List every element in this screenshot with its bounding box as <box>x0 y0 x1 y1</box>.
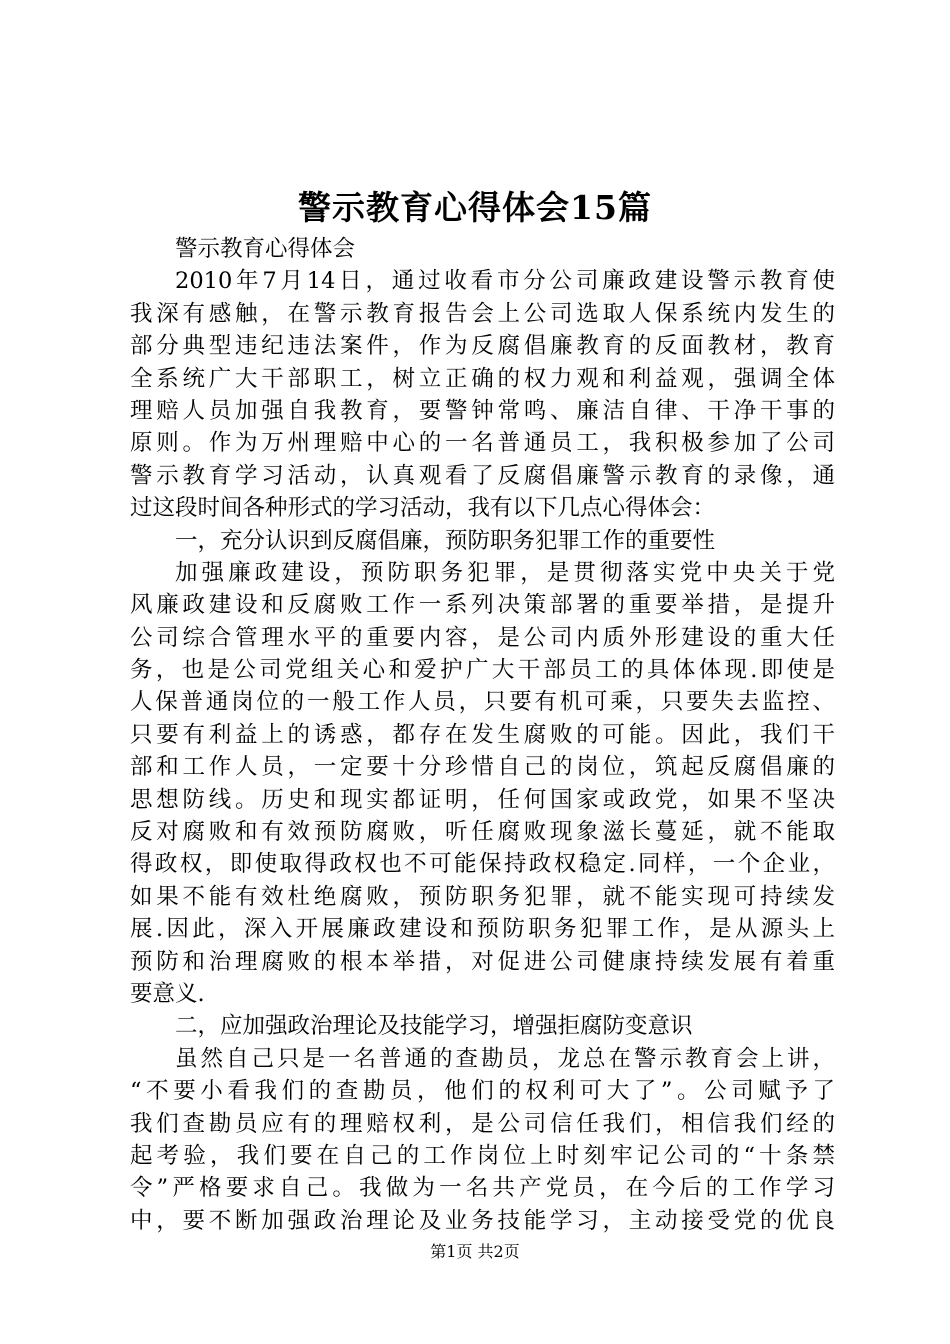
text-line: 2010年7月14日，通过收看市分公司廉政建设警示教育使 <box>175 268 835 295</box>
text-line: 务，也是公司党组关心和爱护广大干部员工的具体体现.即使是 <box>130 657 835 684</box>
text-line: 部分典型违纪违法案件，作为反腐倡廉教育的反面教材，教育 <box>130 333 835 360</box>
text-line: 思想防线。历史和现实都证明，任何国家或政党，如果不坚决 <box>130 786 835 813</box>
text-line: 我们查勘员应有的理赔权利，是公司信任我们，相信我们经的 <box>130 1110 835 1137</box>
document-body <box>130 233 835 1237</box>
text-line: 要意义. <box>130 980 205 1007</box>
page-number: 第1页 共2页 <box>430 1242 520 1261</box>
section-heading: 一，充分认识到反腐倡廉，预防职务犯罪工作的重要性 <box>175 527 716 554</box>
section-heading: 二，应加强政治理论及技能学习，增强拒腐防变意识 <box>175 1013 693 1040</box>
text-line: 警示教育学习活动，认真观看了反腐倡廉警示教育的录像，通 <box>130 462 835 489</box>
text-line: 风廉政建设和反腐败工作一系列决策部署的重要举措，是提升 <box>130 592 835 619</box>
text-line: 原则。作为万州理赔中心的一名普通员工，我积极参加了公司 <box>130 430 835 457</box>
section-heading: 警示教育心得体会 <box>175 236 356 262</box>
text-line: 如果不能有效杜绝腐败，预防职务犯罪，就不能实现可持续发 <box>130 883 835 910</box>
text-line: 全系统广大干部职工，树立正确的权力观和利益观，强调全体 <box>130 365 835 392</box>
text-line: 过这段时间各种形式的学习活动，我有以下几点心得体会： <box>130 495 716 522</box>
text-line: 令”严格要求自己。我做为一名共产党员，在今后的工作学习 <box>130 1175 835 1202</box>
text-line: “不要小看我们的查勘员，他们的权利可大了”。公司赋予了 <box>130 1078 835 1105</box>
text-line: 部和工作人员，一定要十分珍惜自己的岗位，筑起反腐倡廉的 <box>130 754 835 781</box>
text-line: 得政权，即使取得政权也不可能保持政权稳定.同样，一个企业， <box>130 851 835 878</box>
text-line: 中，要不断加强政治理论及业务技能学习，主动接受党的优良 <box>130 1207 835 1234</box>
text-line: 只要有利益上的诱惑，都存在发生腐败的可能。因此，我们干 <box>130 721 835 748</box>
text-line: 人保普通岗位的一般工作人员，只要有机可乘，只要失去监控、 <box>130 689 835 716</box>
text-line: 理赔人员加强自我教育，要警钟常鸣、廉洁自律、干净干事的 <box>130 397 835 424</box>
text-line: 公司综合管理水平的重要内容，是公司内质外形建设的重大任 <box>130 624 835 651</box>
text-line: 我深有感触，在警示教育报告会上公司选取人保系统内发生的 <box>130 300 835 327</box>
text-line: 展.因此，深入开展廉政建设和预防职务犯罪工作，是从源头上 <box>130 916 835 943</box>
text-line: 虽然自己只是一名普通的查勘员，龙总在警示教育会上讲， <box>175 1045 835 1072</box>
text-line: 预防和治理腐败的根本举措，对促进公司健康持续发展有着重 <box>130 948 835 975</box>
text-line: 反对腐败和有效预防腐败，听任腐败现象滋长蔓延，就不能取 <box>130 819 835 846</box>
text-line: 加强廉政建设，预防职务犯罪，是贯彻落实党中央关于党 <box>175 559 835 586</box>
document-title: 警示教育心得体会15篇 <box>298 188 652 227</box>
text-line: 起考验，我们要在自己的工作岗位上时刻牢记公司的“十条禁 <box>130 1142 835 1169</box>
